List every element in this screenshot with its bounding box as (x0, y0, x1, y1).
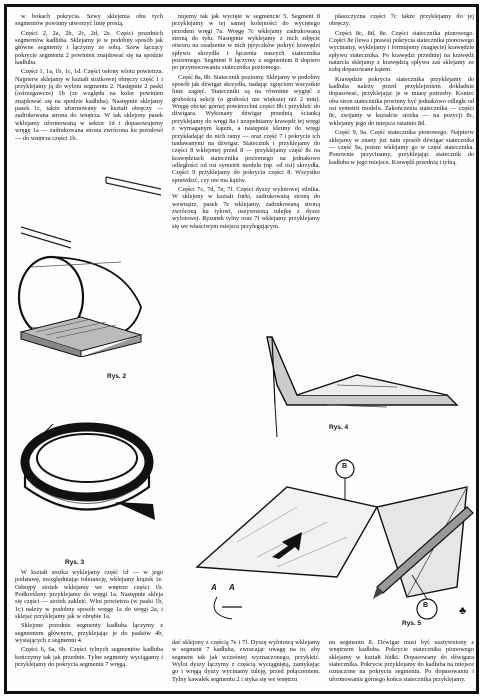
paragraph: w bokach pokrycia. Szwy sklejenia obu tych segmentów powinny utworzyć linię prostą. (15, 13, 163, 28)
paragraph: nujemy tak jak wycięte w segmencie 5. Segment 8 przyklejamy w tej samej kolejności do wyciętego przodem wręgi 7a. Wręgę 7c wklejamy zadrukowaną stroną do tyłu. Następnie wyklejamy z nich zdjęcie otworu na osadzenie w nich języczków pokryć krawędzi spływu skrzydła i łączenia naszych statecznika poziomego. Segment 9 łączymy z segmentem 8 dopiero po przymocowaniu statecznika poziomego. (172, 13, 320, 72)
bottom-text-left: dać sklejony z częścią 7e i 7f. Dyszę wylotową wklejamy w segment 7 kadłuba, zwracając uwagę na to, aby segment tak jak wcześniej wyznaczonego, przykleić. Wylot dyszy łączymy z częścią wyciągniętą, zamykając go i wręgą dyszy wycinamy tuleję, przed połączeniem. Tylny kawałek segmentu 2 i styka się we wnętrzu (172, 639, 320, 683)
magazine-page (4, 4, 479, 694)
figure-5-caption: Rys. 5 (402, 620, 422, 627)
figure-5-label-a2: A (229, 583, 235, 592)
corner-mark-icon: ♣ (459, 605, 467, 617)
figure-3-caption: Rys. 3 (65, 559, 85, 566)
paragraph: Krawędzie pokrycia statecznika przyklejamy do kadłuba należy przed przyklejeniem dokładnie dopasować, przyklejając je w miarę potrzeby. Koniec obu stron statecznika powinny być jednakowo odległe od osi symetrii modelu. Zakończenia statecznika — części 8c, zwijamy w kształcie stożka — na pozycji 8c, wklejamy jego do miejsca ostatnio 8d. (329, 75, 474, 127)
paragraph: Części 2, 2a, 2b, 2c, 2d, 2e. Części przednich segmentów kadłuba. Sklejamy je w podobny sposób jak główne segmenty i łączymy ze sobą. Szew łączący pokrycie segmentu 2 powinien znajdować się na spodzie kadłuba. (15, 29, 163, 67)
paragraph: W kształt stożka wyklejamy część 1d — w jego podstawę, uwzględniając tolerancję, wklejamy krążek 1e. Odstępy stożek wklejamy we wnętrze części 1b. Podkreślony przyklejamy do wręgi 1a. Następnie skleja się części — stożek zakleić. Wlot powietrza (w paski 1b, 1c) należy w podobny sposób wręgę 1a do wręgi 2a, i sklejać przyklejamy jak w obrębie 1a. (15, 569, 163, 621)
figure-3-illustration (15, 392, 165, 542)
text-column-3 (329, 13, 474, 365)
figure-5-label-a1: A (211, 583, 217, 592)
figure-5-label-b-mark: B (423, 602, 429, 609)
paragraph: Części 6, 6a, 6b. Części tylnych segmentów kadłuba kończymy tak jak przednie. Tylne segmenty wyciągamy i przyklejamy do pokrycia segmentu 7 wręgą. (15, 646, 163, 669)
text-column-1 (15, 13, 163, 163)
paragraph: Części 7c, 7d, 7e, 7f. Części dyszy wylotowej silnika. W sklejony w kształt furki, zadrukowaną stroną do wewnątrz, pasek 7e wklejamy, zadrukowaną stroną zwróconą ku tyłowi, uszywnioną tulejkę z dysze wylotowej. Rysunek tylny oraz 7f wklejamy przyklejamy się we właściwym miejscu przylegającym. (172, 185, 320, 230)
figure-2-caption: Rys. 2 (107, 373, 127, 380)
text-column-2 (172, 13, 320, 323)
figure-4-illustration (247, 325, 472, 445)
figure-5-label-b: B (342, 463, 348, 470)
paragraph: płaszczyzna części 7c także przyklejamy do jej obręczy. (329, 13, 474, 28)
paragraph: Sklejone przednie segmenty kadłuba łączymy z segmentem głównym, przyklejając je do pasków 4b, wystających z segmentu 4. (15, 622, 163, 645)
figure-4-caption: Rys. 4 (329, 424, 349, 431)
paragraph: Części 8c, 8d, 8e. Części statecznika pionowego. Części 8e (lewa i prawa) pokrycia statecznika pionowego wycinamy, wyklejamy i formujemy (nagięcie) krawędzie spływu statecznika. Po krawędzi przedniej na krawędź natarcia sklejamy z krawędzią spływu zaś sklejamy ze sobą dopasowane kątem. (329, 29, 474, 74)
bottom-text-right: nu segmentu 8. Dźwigar musi być usztywniony z wnętrzem kadłuba. Pokrycie statecznika pionowego sklejamy w kształt łódki. Dopasowany do dźwigara statecznika. Pokrycie przyklejamy do kadłuba na miejsce oznaczone na pokryciu segmentu. Po dopasowaniu i uformowaniu górnego końca statecznika przyklejamy. (329, 639, 474, 683)
paragraph: Części 1, 1a, 1b, 1c, 1d. Części osłony wlotu powietrza. Najpierw sklejamy w kształt stożkowej obręczy część 1 i przyklejamy ją do wylotu segmentu 2. Następnie 2 paski (ostrzegawcze) 1b (ze względu na kolor powinien znajdować się na spodzie kadłuba). Następnie sklejamy pasek 1c, także uformowany w kształt obręczy — zadrukowana strona do wnętrza. W tak sklejony pasek wklejamy uformowaną w sektor 1d i dopasowujemy wręgę 1a — zadrukowana strona zwrócona ku przodowi — do wnętrza części 1b. (15, 68, 163, 142)
paragraph: Część 9, 9a. Część statecznika pionowego. Najpierw sklejamy w znany już nam sposób dźwigar statecznika — część 9a, potem wklejamy go w część statecznika. Ponownie przycinamy, przyklejając statecznik do kadłuba w jego miejscu. Krawędź przednią i tylną. (329, 129, 474, 166)
text-column-1-lower (15, 569, 163, 677)
paragraph: Część 8a, 8b. Statecznik poziomy. Sklejamy w podobny sposób jak dźwigar skrzydła, nadając zgięciom wszystkie linie zagięć. Stateczniki są na równinie wygięć z grubością sekcji (o grubości nie większej niż 2 mm). Wręgę obcięć górnej powierzchni części 8b i przykleić do dźwigara. Wykonany dźwigar przednią ścianką przyklejamy do wręgi 8a i uzupełniamy krawędź tej wręgi z wymaganym kątem, a następnie kleimy do wręgi przykładając do nich ramy — oraz część 7 i pokrycie ich nadawanymi na dźwigar. Statecznik i przyklejamy do części 8 wklejonej przed 8 — przyklejamy część 8c na krawędziach statecznika poziomego na jednakowo odległości od osi symetrii modelu (np. od osi) skrzydła. Części 9 przyklejamy do pokrycia części 8. Wszystko sprawdzić, czy nie ma kątów. (172, 73, 320, 184)
figure-5-illustration (177, 447, 477, 637)
figure-2-illustration (11, 167, 166, 357)
